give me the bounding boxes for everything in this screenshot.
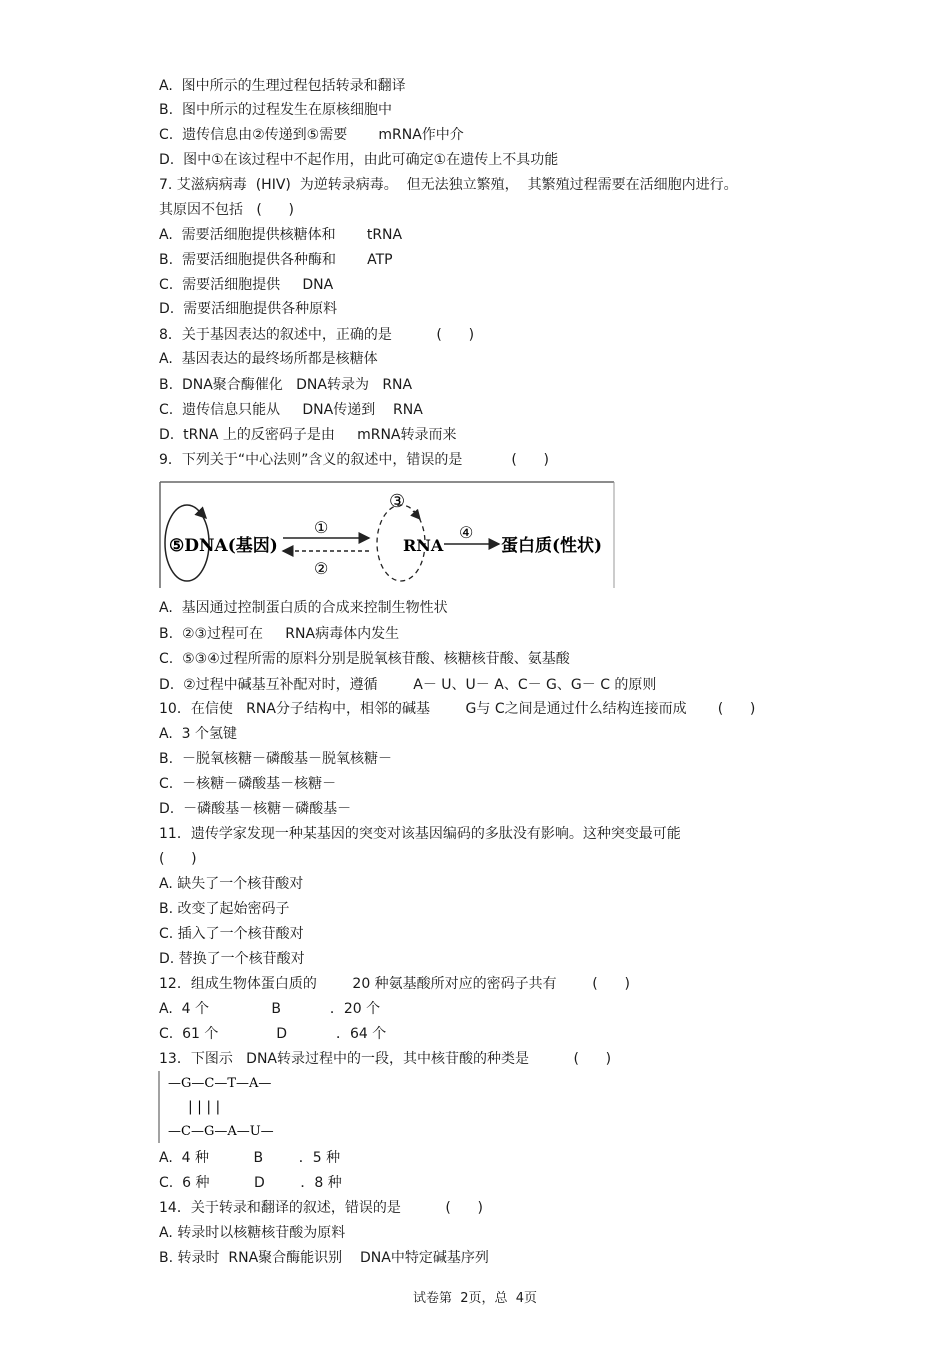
arrow-2-label: ②: [314, 559, 329, 578]
text-line: 12．组成生物体蛋白质的 20 种氨基酸所对应的密码子共有 ( ): [159, 976, 630, 992]
arrow-1-label: ①: [314, 518, 329, 537]
text-line: 10．在信使 RNA分子结构中，相邻的碱基 G与 C之间是通过什么结构连接而成 ( ): [159, 701, 756, 717]
text-line: D. 图中①在该过程中不起作用，由此可确定①在遗传上不具功能: [159, 152, 559, 168]
text-line: B. 转录时 RNA聚合酶能识别 DNA中特定碱基序列: [159, 1250, 489, 1266]
text-line: C. 6 种 D ．8 种: [159, 1175, 342, 1191]
text-line: 11．遗传学家发现一种某基因的突变对该基因编码的多肽没有影响。这种突变最可能: [159, 826, 681, 842]
text-line: D. 替换了一个核苷酸对: [159, 951, 305, 967]
text-line: D. －磷酸基－核糖－磷酸基－: [159, 801, 352, 817]
protein-label: 蛋白质(性状): [501, 536, 603, 556]
text-line: A. 基因表达的最终场所都是核糖体: [159, 351, 378, 367]
text-line: A. 3 个氢键: [159, 726, 238, 742]
text-line: C. －核糖－磷酸基－核糖－: [159, 776, 337, 792]
text-line: A. 4 种 B ．5 种: [159, 1150, 341, 1166]
rna-strand: —C—G—A—U—: [168, 1124, 274, 1139]
base-pair-bonds: | | | |: [188, 1099, 221, 1115]
text-line: D. 需要活细胞提供各种原料: [159, 301, 338, 317]
text-line: B. DNA聚合酶催化 DNA转录为 RNA: [159, 377, 413, 393]
text-line: 14．关于转录和翻译的叙述，错误的是 ( ): [159, 1200, 483, 1216]
text-line: B. 需要活细胞提供各种酶和 ATP: [159, 252, 393, 268]
text-line: 7. 艾滋病病毒 (HIV) 为逆转录病毒。 但无法独立繁殖， 其繁殖过程需要在活细胞内进行。: [159, 177, 738, 193]
text-line: A. 图中所示的生理过程包括转录和翻译: [159, 78, 406, 94]
dna-gene-label: ⑤DNA(基因): [169, 536, 278, 556]
text-line: C. ⑤③④过程所需的原料分别是脱氧核苷酸、核糖核苷酸、氨基酸: [159, 651, 570, 667]
loop-3-arrowhead: [413, 511, 420, 519]
central-dogma-svg: [159, 481, 615, 589]
page-footer: 试卷第 2页，总 4页: [412, 1291, 538, 1306]
text-line: 8．关于基因表达的叙述中，正确的是 ( ): [159, 327, 475, 343]
text-line: B. －脱氧核糖－磷酸基－脱氧核糖－: [159, 751, 392, 767]
central-dogma-diagram: [159, 481, 615, 589]
text-line: 13．下图示 DNA转录过程中的一段，其中核苷酸的种类是 ( ): [159, 1051, 612, 1067]
text-line: C. 61 个 D ．64 个: [159, 1026, 387, 1042]
strand-svg: [158, 1071, 296, 1143]
text-line: C. 插入了一个核苷酸对: [159, 926, 304, 942]
dna-strand: —G—C—T—A—: [168, 1076, 272, 1091]
transcription-segment-figure: [158, 1071, 296, 1143]
text-line: B. 改变了起始密码子: [159, 901, 290, 917]
rna-label: RNA: [403, 536, 444, 555]
arrow-4-label: ④: [459, 523, 474, 542]
text-line: D. tRNA 上的反密码子是由 mRNA转录而来: [159, 427, 457, 443]
text-line: A. 基因通过控制蛋白质的合成来控制生物性状: [159, 600, 448, 616]
text-line: A. 4 个 B ．20 个: [159, 1001, 381, 1017]
text-line: B. ②③过程可在 RNA病毒体内发生: [159, 626, 400, 642]
text-line: 9．下列关于“中心法则”含义的叙述中，错误的是 ( ): [159, 452, 549, 468]
text-line: 其原因不包括 ( ): [159, 202, 294, 218]
arrow-3-label: ③: [389, 491, 406, 512]
text-line: D. ②过程中碱基互补配对时，遵循 A－ U、U－ A、C－ G、G－ C 的原则: [159, 677, 657, 693]
text-line: A. 需要活细胞提供核糖体和 tRNA: [159, 227, 403, 243]
text-line: A. 缺失了一个核苷酸对: [159, 876, 304, 892]
text-line: C. 遗传信息只能从 DNA传递到 RNA: [159, 402, 423, 418]
text-line: C. 需要活细胞提供 DNA: [159, 277, 334, 293]
text-line: ( ): [159, 851, 197, 867]
text-line: B. 图中所示的过程发生在原核细胞中: [159, 102, 392, 118]
text-line: A. 转录时以核糖核苷酸为原料: [159, 1225, 346, 1241]
text-line: C. 遗传信息由②传递到⑤需要 mRNA作中介: [159, 127, 464, 143]
